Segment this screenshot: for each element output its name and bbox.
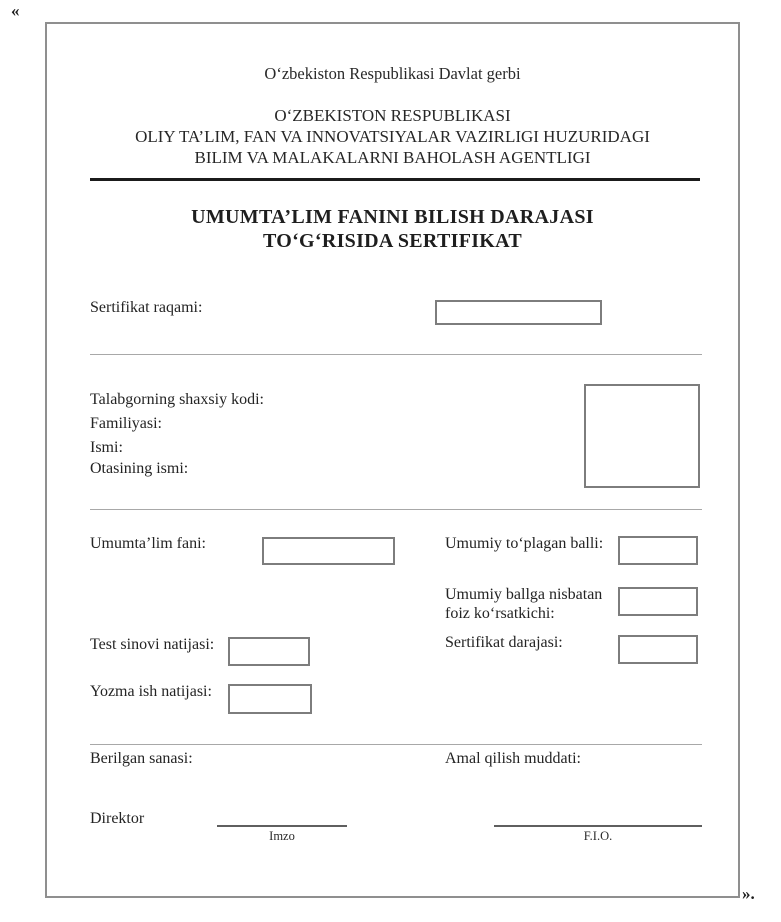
- close-quote-mark: ».: [742, 884, 755, 903]
- surname-label: Familiyasi:: [90, 415, 162, 432]
- state-emblem-caption: Oʻzbekiston Respublikasi Davlat gerbi: [264, 64, 521, 83]
- subject-input[interactable]: [262, 537, 395, 565]
- certificate-sheet: [45, 22, 740, 898]
- open-quote-mark: «: [11, 1, 20, 20]
- certificate-number-input[interactable]: [435, 300, 602, 325]
- subject-label: Umumta’lim fani:: [90, 535, 206, 552]
- percent-input[interactable]: [618, 587, 698, 616]
- signature-line: [217, 825, 347, 827]
- certificate-title-line-1: UMUMTA’LIM FANINI BILISH DARAJASI: [191, 206, 594, 228]
- percent-label-line-1: Umumiy ballga nisbatan: [445, 586, 603, 603]
- certificate-level-input[interactable]: [618, 635, 698, 664]
- percent-label-line-2: foiz koʻrsatkichi:: [445, 605, 555, 622]
- total-score-label: Umumiy toʻplagan balli:: [445, 535, 604, 552]
- director-label: Direktor: [90, 810, 145, 827]
- certificate-number-label: Sertifikat raqami:: [90, 299, 203, 316]
- patronymic-label: Otasining ismi:: [90, 460, 189, 477]
- org-name-line-3: BILIM VA MALAKALARNI BAHOLASH AGENTLIGI: [194, 148, 591, 167]
- organization-name: [47, 105, 738, 168]
- photo-box[interactable]: [584, 384, 700, 488]
- test-result-label: Test sinovi natijasi:: [90, 636, 215, 653]
- certificate-level-label: Sertifikat darajasi:: [445, 634, 563, 651]
- issue-date-label: Berilgan sanasi:: [90, 750, 193, 767]
- total-score-input[interactable]: [618, 536, 698, 565]
- certificate-title: [47, 205, 738, 253]
- divider-top: [90, 354, 702, 355]
- org-name-line-2: OLIY TA’LIM, FAN VA INNOVATSIYALAR VAZIRLIGI HUZURIDAGI: [135, 127, 650, 146]
- written-result-label: Yozma ish natijasi:: [90, 683, 212, 700]
- test-result-input[interactable]: [228, 637, 310, 666]
- percent-label: [445, 585, 602, 623]
- full-name-line: [494, 825, 702, 827]
- divider-bottom: [90, 744, 702, 745]
- full-name-caption: F.I.O.: [583, 829, 613, 843]
- certificate-title-line-2: TOʻGʻRISIDA SERTIFIKAT: [262, 230, 523, 252]
- personal-code-label: Talabgorning shaxsiy kodi:: [90, 391, 264, 408]
- valid-until-label: Amal qilish muddati:: [445, 750, 581, 767]
- header-rule: [90, 178, 700, 181]
- org-name-line-1: OʻZBEKISTON RESPUBLIKASI: [274, 106, 511, 125]
- divider-middle: [90, 509, 702, 510]
- written-result-input[interactable]: [228, 684, 312, 714]
- first-name-label: Ismi:: [90, 439, 123, 456]
- signature-caption: Imzo: [269, 829, 295, 843]
